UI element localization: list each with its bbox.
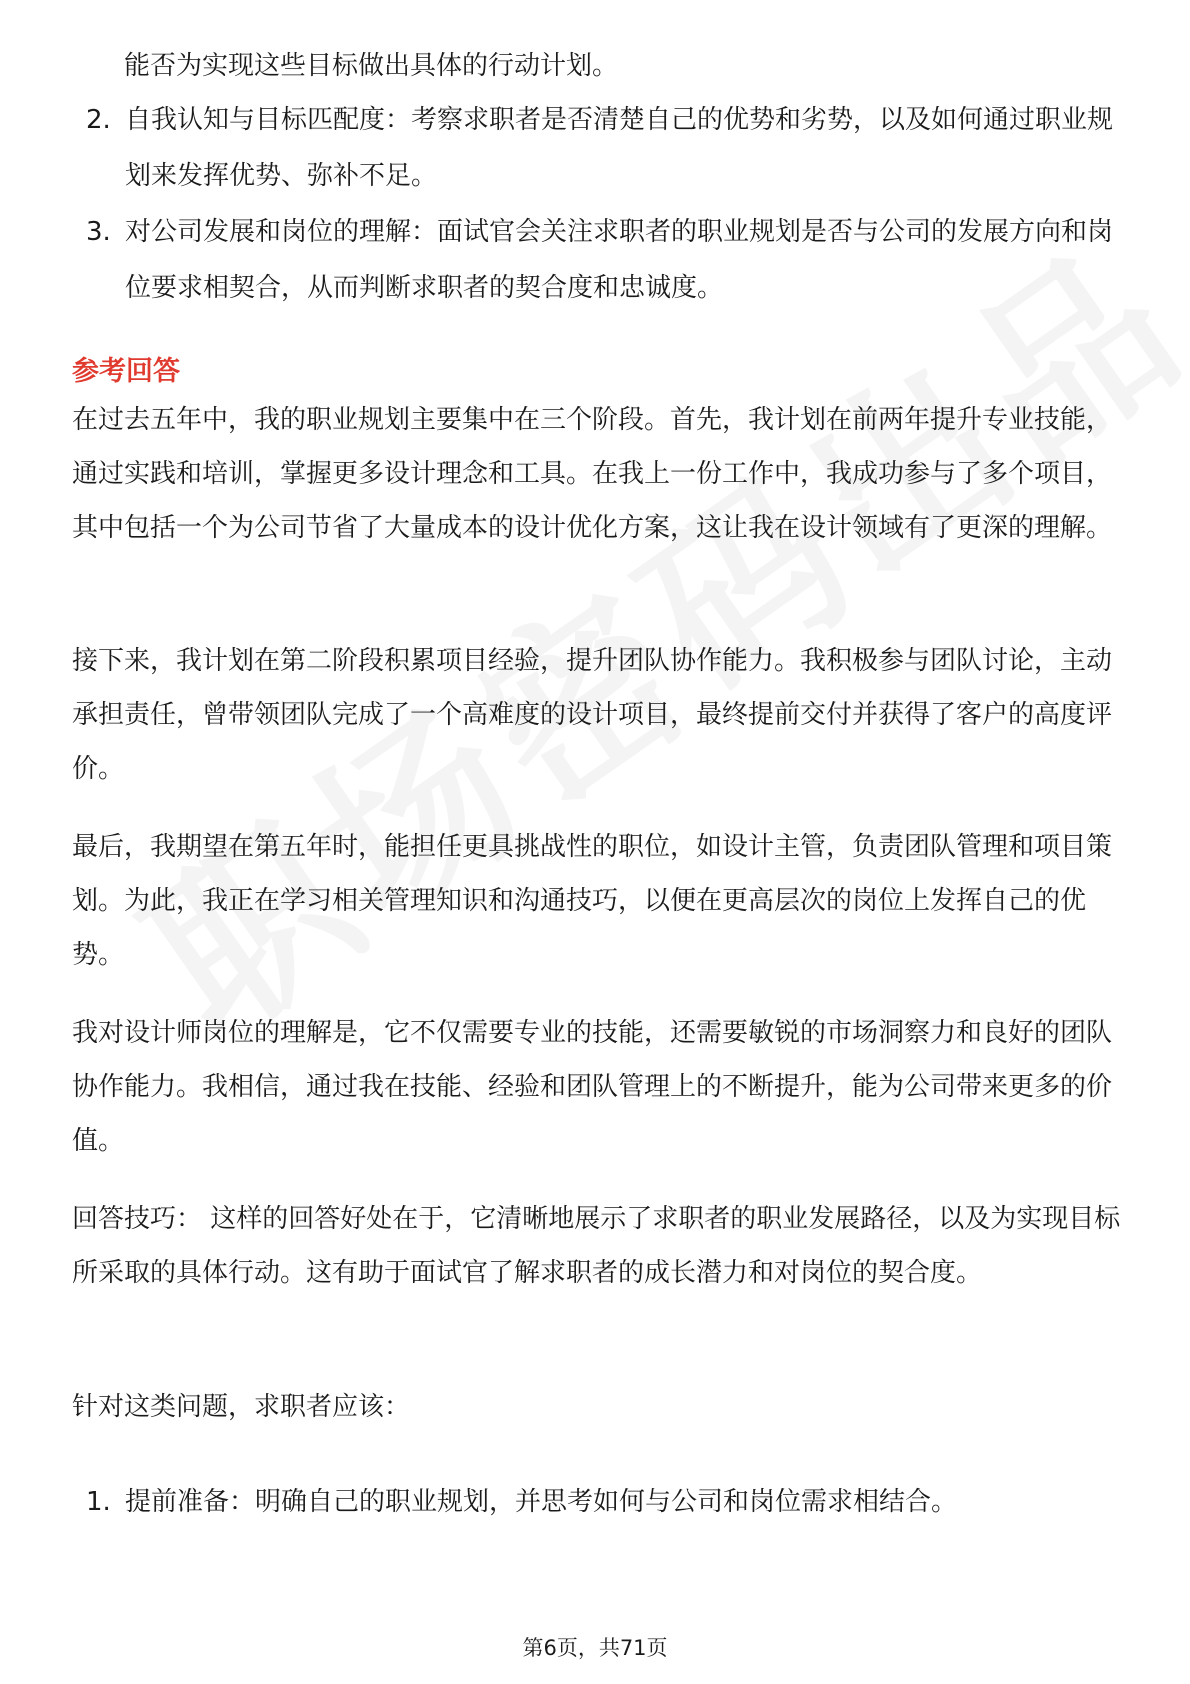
paragraph-3: 最后，我期望在第五年时，能担任更具挑战性的职位，如设计主管，负责团队管理和项目策划。为此，我正在学习相关管理知识和沟通技巧，以便在更高层次的岗位上发挥自己的优势。: [72, 832, 1113, 970]
criteria-list: [80, 92, 1120, 316]
answer-tips: 回答技巧： 这样的回答好处在于，它清晰地展示了求职者的职业发展路径，以及为实现目标所采取的具体行动。这有助于面试官了解求职者的成长潜力和对岗位的契合度。: [72, 1204, 1121, 1288]
continued-text: 能否为实现这些目标做出具体的行动计划。: [124, 51, 619, 81]
paragraph-6: 针对这类问题，求职者应该：: [72, 1392, 411, 1422]
list-number: 1.: [86, 1487, 111, 1517]
list-item: [80, 1474, 1120, 1530]
list-text: 自我认知与目标匹配度：考察求职者是否清楚自己的优势和劣势，以及如何通过职业规划来发挥优势、弥补不足。: [125, 105, 1114, 191]
list-text: 提前准备：明确自己的职业规划，并思考如何与公司和岗位需求相结合。: [125, 1487, 958, 1517]
paragraph-2: 接下来，我计划在第二阶段积累项目经验，提升团队协作能力。我积极参与团队讨论，主动承担责任，曾带领团队完成了一个高难度的设计项目，最终提前交付并获得了客户的高度评价。: [72, 646, 1113, 784]
list-number: 3.: [86, 217, 111, 247]
list-text: 对公司发展和岗位的理解：面试官会关注求职者的职业规划是否与公司的发展方向和岗位要求相契合，从而判断求职者的契合度和忠诚度。: [125, 217, 1114, 303]
paragraph-4: 我对设计师岗位的理解是，它不仅需要专业的技能，还需要敏锐的市场洞察力和良好的团队协作能力。我相信，通过我在技能、经验和团队管理上的不断提升，能为公司带来更多的价值。: [72, 1018, 1113, 1156]
section-heading: 参考回答: [72, 356, 180, 387]
list-item: [80, 204, 1120, 316]
list-item: [80, 92, 1120, 204]
paragraph-1: 在过去五年中，我的职业规划主要集中在三个阶段。首先，我计划在前两年提升专业技能，通过实践和培训，掌握更多设计理念和工具。在我上一份工作中，我成功参与了多个项目，其中包括一个为公司节省了大量成本的设计优化方案，这让我在设计领域有了更深的理解。: [72, 405, 1113, 543]
list-number: 2.: [86, 105, 111, 135]
advice-list: [80, 1474, 1120, 1530]
page-footer: 第6页，共71页: [522, 1636, 668, 1660]
